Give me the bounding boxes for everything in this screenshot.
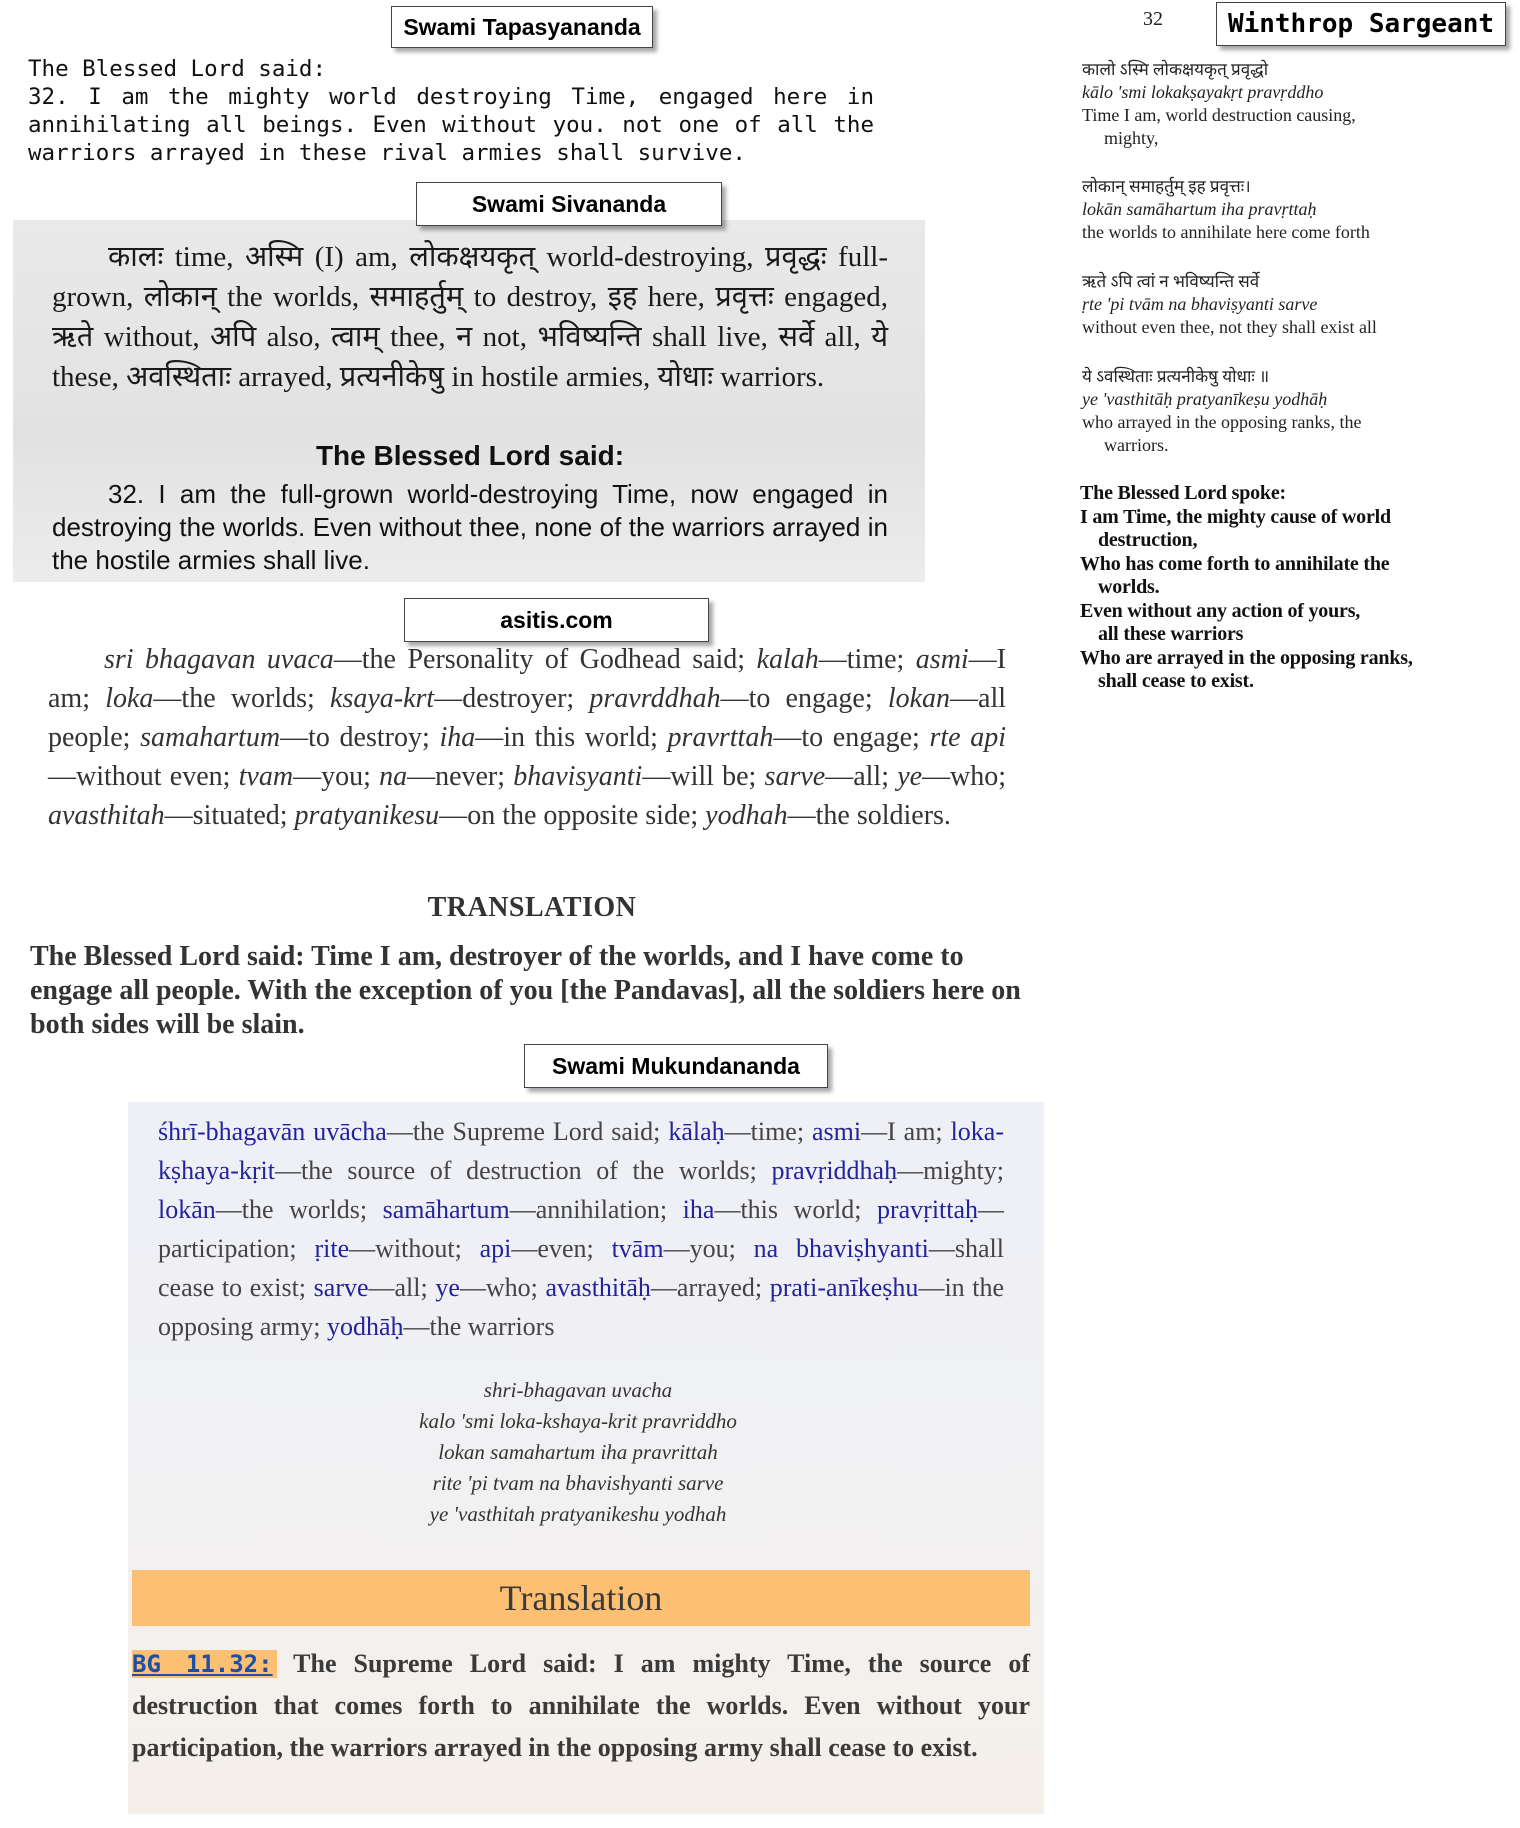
mukundananda-term-link[interactable]: samāhartum — [382, 1195, 510, 1224]
asitis-meaning: —time; — [818, 644, 905, 675]
tapasyananda-text — [28, 55, 874, 167]
asitis-meaning: —to destroy; — [280, 722, 430, 753]
sivananda-word: लोकक्षयकृत् world-destroying, — [409, 241, 754, 273]
asitis-term: kalah — [756, 644, 819, 675]
sivananda-word: अपि also, — [210, 321, 321, 353]
devanagari-line: ये ऽवस्थिताः प्रत्यनीकेषु योधाः ॥ — [1082, 367, 1270, 386]
asitis-term: pravrttah — [667, 722, 774, 753]
transliteration-line: ṛte 'pi tvām na bhaviṣyanti sarve — [1082, 294, 1318, 314]
sargeant-translation-line: destruction, — [1098, 529, 1198, 551]
verse-reference-link[interactable]: BG 11.32: — [132, 1650, 277, 1678]
mukundananda-term-link[interactable]: lokān — [158, 1195, 216, 1224]
english-gloss-line: without even thee, not they shall exist all — [1082, 317, 1377, 337]
asitis-translation: The Blessed Lord said: Time I am, destroyer of the worlds, and I have come to engage all people. With the exception of you [the Pandavas], all the soldiers here on both sides will be slain. — [30, 941, 1021, 1040]
asitis-meaning: —situated; — [164, 800, 288, 831]
asitis-term: yodhah — [705, 800, 788, 831]
asitis-term: tvam — [238, 761, 294, 792]
asitis-term: samahartum — [140, 722, 281, 753]
mukundananda-meaning: —participation; — [158, 1195, 1005, 1263]
mukundananda-meaning: —who; — [459, 1273, 538, 1302]
english-gloss-line: warriors. — [1104, 435, 1169, 455]
english-gloss-line: the worlds to annihilate here come forth — [1082, 222, 1370, 242]
mukundananda-term-link[interactable]: loka-kṣhaya-kṛit — [158, 1117, 1004, 1185]
mukundananda-translation-heading: Translation — [132, 1570, 1030, 1626]
mukundananda-term-link[interactable]: na bhaviṣhyanti — [753, 1234, 929, 1263]
asitis-meaning: —to engage; — [773, 722, 920, 753]
sivananda-word: लोकान् the worlds, — [143, 281, 360, 313]
mukundananda-meaning: —mighty; — [897, 1156, 1004, 1185]
sivananda-word: ऋते without, — [52, 321, 200, 353]
mukundananda-meaning: —even; — [511, 1234, 594, 1263]
mukundananda-term-link[interactable]: yodhāḥ — [327, 1312, 404, 1341]
verse-line: lokan samahartum iha pravrittah — [438, 1440, 718, 1464]
asitis-meaning: —destroyer; — [434, 683, 575, 714]
mukundananda-meaning: —time; — [724, 1117, 805, 1146]
sivananda-word: योधाः warriors. — [657, 361, 825, 393]
sargeant-translation-line: The Blessed Lord spoke: — [1080, 482, 1286, 504]
asitis-term: avasthitah — [48, 800, 165, 831]
devanagari-line: कालो ऽस्मि लोकक्षयकृत् प्रवृद्धो — [1082, 60, 1269, 79]
asitis-meaning: —the Personality of Godhead said; — [333, 644, 746, 675]
asitis-term: loka — [105, 683, 154, 714]
mukundananda-label: Swami Mukundananda — [524, 1044, 828, 1088]
asitis-meaning: —you; — [293, 761, 371, 792]
sivananda-word-meanings — [52, 237, 888, 397]
english-gloss-line: Time I am, world destruction causing, — [1082, 105, 1356, 125]
mukundananda-term-link[interactable]: kālaḥ — [668, 1117, 725, 1146]
sivananda-word: प्रवृद्धः full-grown, — [52, 241, 888, 313]
mukundananda-meaning: —arrayed; — [650, 1273, 763, 1302]
mukundananda-meaning: —I am; — [861, 1117, 943, 1146]
devanagari-line: लोकान् समाहर्तुम् इह प्रवृत्तः। — [1082, 177, 1251, 196]
asitis-term: pratyanikesu — [294, 800, 440, 831]
asitis-meaning: —I am; — [48, 644, 1007, 714]
mukundananda-term-link[interactable]: sarve — [313, 1273, 369, 1302]
mukundananda-term-link[interactable]: pravṛittaḥ — [876, 1195, 979, 1224]
mukundananda-meaning: —all; — [368, 1273, 428, 1302]
sargeant-verse-block — [1082, 58, 1482, 150]
mukundananda-term-link[interactable]: ṛite — [314, 1234, 350, 1263]
mukundananda-verse — [228, 1375, 928, 1530]
asitis-meaning: —to engage; — [720, 683, 873, 714]
mukundananda-meaning: —the Supreme Lord said; — [386, 1117, 661, 1146]
sargeant-translation-line: Who has come forth to annihilate the — [1080, 552, 1390, 575]
mukundananda-translation — [132, 1643, 1030, 1769]
mukundananda-meaning: —annihilation; — [509, 1195, 668, 1224]
sivananda-word: कालः time, — [108, 241, 234, 273]
asitis-term: lokan — [887, 683, 951, 714]
asitis-term: sarve — [764, 761, 826, 792]
asitis-meaning: —all people; — [48, 683, 1007, 753]
asitis-term: iha — [439, 722, 476, 753]
sargeant-page-number: 32 — [1143, 8, 1163, 30]
sivananda-heading: The Blessed Lord said: — [315, 440, 625, 471]
sivananda-word: समाहर्तुम् to destroy, — [369, 281, 598, 313]
mukundananda-term-link[interactable]: iha — [682, 1195, 715, 1224]
tapasyananda-label: Swami Tapasyananda — [391, 6, 653, 48]
verse-line: shri-bhagavan uvacha — [483, 1378, 673, 1402]
sargeant-label: Winthrop Sargeant — [1216, 2, 1506, 46]
mukundananda-meaning: —the worlds; — [215, 1195, 368, 1224]
sivananda-translation: 32. I am the full-grown world-destroying Time, now engaged in destroying the worlds. Even without thee, none of the warriors arrayed in the hostile armies shall live. — [52, 479, 888, 575]
asitis-label: asitis.com — [404, 598, 709, 642]
sivananda-word: त्वाम् thee, — [331, 321, 446, 353]
asitis-meaning: —who; — [922, 761, 1007, 792]
mukundananda-term-link[interactable]: asmi — [811, 1117, 862, 1146]
asitis-meaning: —never; — [407, 761, 506, 792]
tapasyananda-intro: The Blessed Lord said: — [28, 56, 327, 82]
sivananda-word: इह here, — [607, 281, 705, 313]
mukundananda-meaning: —you; — [663, 1234, 736, 1263]
sivananda-label: Swami Sivananda — [416, 182, 722, 226]
mukundananda-term-link[interactable]: prati-anīkeṣhu — [769, 1273, 919, 1302]
mukundananda-term-link[interactable]: api — [479, 1234, 512, 1263]
tapasyananda-verse: 32. I am the mighty world destroying Time, engaged here in annihilating all beings. Even without you. not one of all the warriors arrayed in these rival armies shall survive. — [28, 84, 874, 166]
mukundananda-term-link[interactable]: pravṛiddhaḥ — [771, 1156, 898, 1185]
verse-line: ye 'vasthitah pratyanikeshu yodhah — [429, 1502, 727, 1526]
transliteration-line: lokān samāhartum iha pravṛttaḥ — [1082, 199, 1317, 219]
sivananda-word: अस्मि (I) am, — [244, 241, 398, 273]
mukundananda-term-link[interactable]: avasthitāḥ — [545, 1273, 651, 1302]
asitis-term: pravrddhah — [589, 683, 721, 714]
asitis-term: bhavisyanti — [513, 761, 643, 792]
sargeant-verse-block — [1082, 175, 1482, 244]
asitis-term: na — [379, 761, 408, 792]
asitis-heading: TRANSLATION — [427, 892, 637, 923]
asitis-word-meanings — [48, 640, 1006, 835]
verse-line: kalo 'smi loka-kshaya-krit pravriddho — [419, 1409, 737, 1433]
mukundananda-meaning: —this world; — [714, 1195, 862, 1224]
mukundananda-meaning: —in the opposing army; — [158, 1273, 1005, 1341]
sivananda-word: न not, — [456, 321, 527, 353]
sivananda-word: अवस्थिताः arrayed, — [126, 361, 333, 393]
transliteration-line: kālo 'smi lokakṣayakṛt pravṛddho — [1082, 82, 1324, 102]
asitis-term: rte api — [929, 722, 1007, 753]
asitis-meaning: —without even; — [48, 761, 231, 792]
mukundananda-meaning: —shall cease to exist; — [158, 1234, 1004, 1302]
asitis-meaning: —the soldiers. — [787, 800, 951, 831]
asitis-meaning: —on the opposite side; — [439, 800, 699, 831]
asitis-meaning: —all; — [825, 761, 889, 792]
asitis-term: ksaya-krt — [330, 683, 435, 714]
mukundananda-term-link[interactable]: tvām — [611, 1234, 664, 1263]
asitis-term: asmi — [915, 644, 969, 675]
mukundananda-term-link[interactable]: śhrī-bhagavān uvācha — [158, 1117, 387, 1146]
sargeant-translation-line: Who are arrayed in the opposing ranks, — [1080, 646, 1413, 669]
sivananda-word: ये these, — [52, 321, 889, 393]
sivananda-word: सर्वे all, — [778, 321, 861, 353]
sargeant-translation-line: all these warriors — [1098, 623, 1244, 645]
sargeant-verse-block — [1082, 365, 1482, 457]
sargeant-translation-line: Even without any action of yours, — [1080, 599, 1361, 622]
mukundananda-meaning: —the warriors — [403, 1312, 555, 1341]
sivananda-word: प्रवृत्तः engaged, — [715, 281, 888, 313]
devanagari-line: ऋते ऽपि त्वां न भविष्यन्ति सर्वे — [1082, 272, 1260, 291]
sivananda-word: भविष्यन्ति shall live, — [537, 321, 768, 353]
sargeant-translation — [1080, 482, 1500, 694]
mukundananda-meaning: —without; — [349, 1234, 462, 1263]
asitis-term: ye — [897, 761, 923, 792]
sargeant-translation-line: worlds. — [1098, 576, 1160, 598]
transliteration-line: ye 'vasthitāḥ pratyanīkeṣu yodhāḥ — [1082, 389, 1328, 409]
sargeant-translation-line: shall cease to exist. — [1098, 670, 1254, 692]
english-gloss-line: mighty, — [1104, 128, 1159, 148]
english-gloss-line: who arrayed in the opposing ranks, the — [1082, 412, 1362, 432]
mukundananda-meaning: —the source of destruction of the worlds; — [274, 1156, 757, 1185]
asitis-meaning: —will be; — [642, 761, 757, 792]
sivananda-word: प्रत्यनीकेषु in hostile armies, — [339, 361, 651, 393]
sargeant-verse-block — [1082, 270, 1482, 339]
asitis-meaning: —in this world; — [475, 722, 658, 753]
verse-line: rite 'pi tvam na bhavishyanti sarve — [432, 1471, 724, 1495]
sargeant-translation-line: I am Time, the mighty cause of world — [1080, 505, 1391, 528]
asitis-term: sri bhagavan uvaca — [104, 644, 334, 675]
mukundananda-term-link[interactable]: ye — [435, 1273, 460, 1302]
asitis-meaning: —the worlds; — [153, 683, 315, 714]
mukundananda-translation-text: The Supreme Lord said: I am mighty Time, the source of destruction that comes forth to annihilate the worlds. Even without your participation, the warriors arrayed in the opposing army shall cease to exist. — [132, 1649, 1031, 1762]
mukundananda-word-meanings — [158, 1112, 1004, 1346]
